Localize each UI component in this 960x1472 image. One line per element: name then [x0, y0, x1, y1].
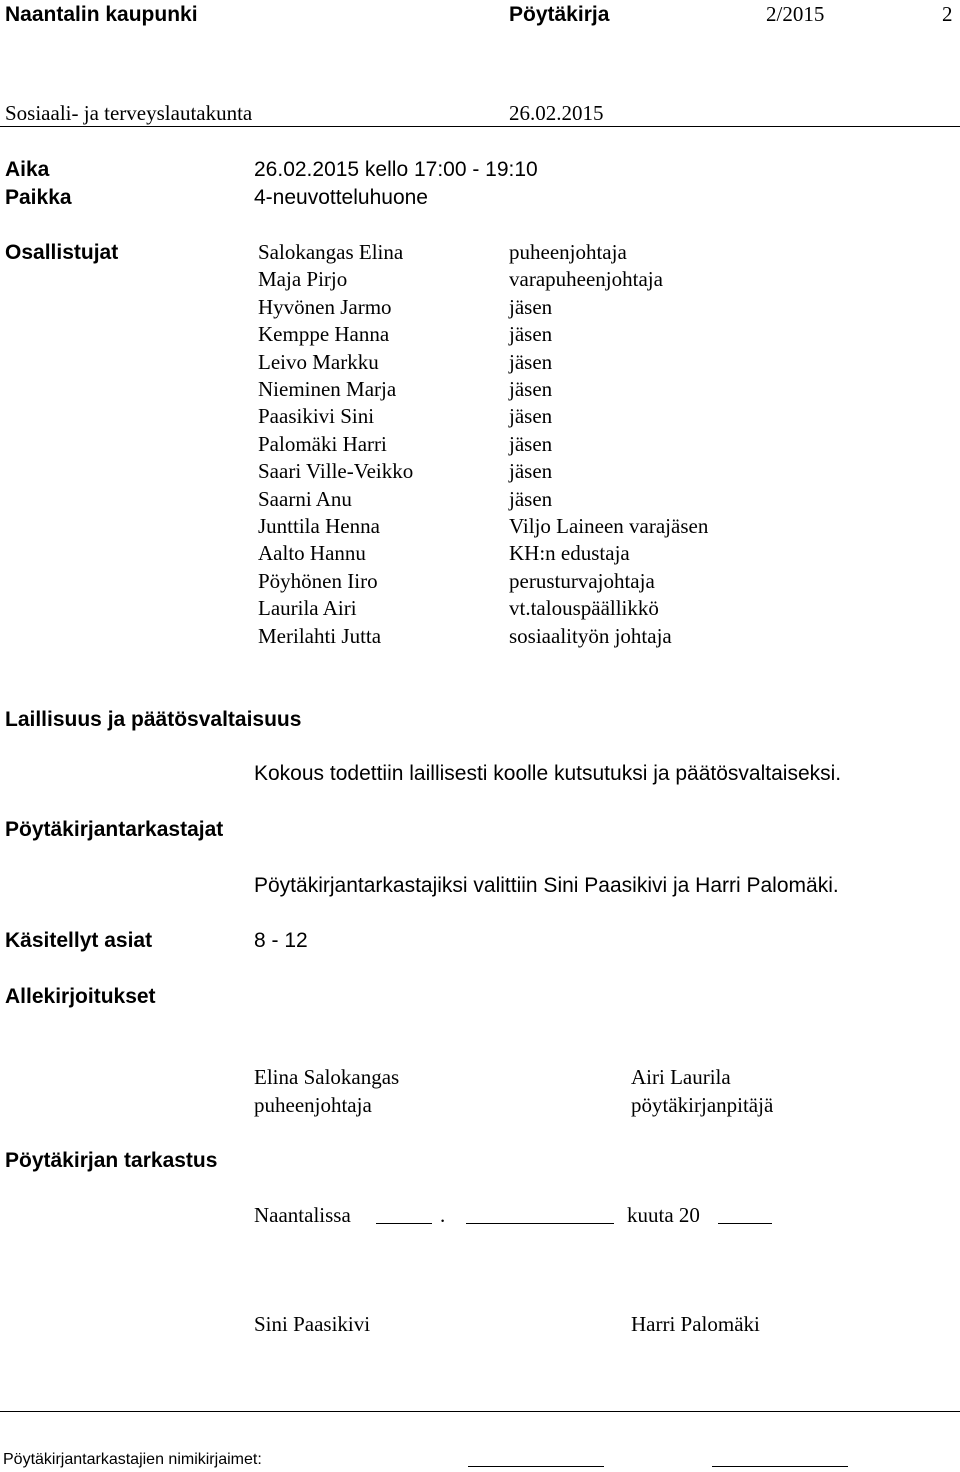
items-heading: Käsitellyt asiat [5, 929, 153, 952]
participant-name: Pöyhönen Iiro [258, 569, 378, 593]
participant-role: jäsen [509, 295, 553, 319]
signature-right-name: Airi Laurila [631, 1065, 731, 1089]
participant-row [0, 571, 960, 598]
legality-heading: Laillisuus ja päätösvaltaisuus [5, 708, 302, 731]
participants-label: Osallistujat [5, 241, 119, 264]
header-doc-number: 2/2015 [766, 2, 825, 26]
participant-name: Paasikivi Sini [258, 404, 375, 428]
participant-name: Leivo Markku [258, 350, 379, 374]
review-left-name: Sini Paasikivi [254, 1312, 371, 1336]
participant-role: perusturvajohtaja [509, 569, 655, 593]
participant-role: varapuheenjohtaja [509, 267, 663, 291]
participant-name: Aalto Hannu [258, 541, 366, 565]
time-label: Aika [5, 158, 50, 181]
signature-left-name: Elina Salokangas [254, 1065, 400, 1089]
participant-role: vt.talouspäällikkö [509, 596, 659, 620]
participant-row [0, 297, 960, 324]
legality-text: Kokous todettiin laillisesti koolle kutsutuksi ja päätösvaltaiseksi. [254, 762, 842, 785]
header-committee: Sosiaali- ja terveyslautakunta [5, 101, 253, 125]
participant-row [0, 516, 960, 543]
participant-row [0, 626, 960, 653]
participant-role: puheenjohtaja [509, 240, 627, 264]
review-dot: . [440, 1203, 446, 1227]
review-year-blank [718, 1223, 772, 1224]
participant-role: jäsen [509, 432, 553, 456]
participant-role: Viljo Laineen varajäsen [509, 514, 709, 538]
participant-row [0, 598, 960, 625]
header-date: 26.02.2015 [509, 101, 604, 125]
participant-name: Saari Ville-Veikko [258, 459, 414, 483]
time-value: 26.02.2015 kello 17:00 - 19:10 [254, 158, 538, 181]
participant-name: Maja Pirjo [258, 267, 348, 291]
participant-name: Laurila Airi [258, 596, 357, 620]
participant-row [0, 242, 960, 269]
place-value: 4-neuvotteluhuone [254, 186, 428, 209]
participant-row [0, 461, 960, 488]
participant-row [0, 379, 960, 406]
footer-divider [0, 1411, 960, 1412]
signatures-heading: Allekirjoitukset [5, 985, 156, 1008]
participant-role: jäsen [509, 487, 553, 511]
review-right-name: Harri Palomäki [631, 1312, 760, 1336]
participant-row [0, 352, 960, 379]
participant-row [0, 434, 960, 461]
participant-row [0, 269, 960, 296]
footer-initials-label: Pöytäkirjantarkastajien nimikirjaimet: [3, 1451, 262, 1468]
participant-role: jäsen [509, 350, 553, 374]
header-org: Naantalin kaupunki [5, 3, 198, 26]
review-day-blank [376, 1223, 432, 1224]
participant-role: jäsen [509, 404, 553, 428]
review-place: Naantalissa [254, 1203, 351, 1227]
items-value: 8 - 12 [254, 929, 308, 952]
participant-name: Nieminen Marja [258, 377, 397, 401]
signature-left-title: puheenjohtaja [254, 1093, 372, 1117]
header-doc-type: Pöytäkirja [509, 3, 610, 26]
review-heading: Pöytäkirjan tarkastus [5, 1149, 218, 1172]
footer-initials-blank-1 [468, 1466, 604, 1467]
participant-name: Hyvönen Jarmo [258, 295, 392, 319]
participant-name: Junttila Henna [258, 514, 380, 538]
signature-right-title: pöytäkirjanpitäjä [631, 1093, 774, 1117]
participant-name: Saarni Anu [258, 487, 352, 511]
review-month-blank [466, 1223, 614, 1224]
review-month-text: kuuta 20 [627, 1203, 700, 1227]
participant-name: Merilahti Jutta [258, 624, 382, 648]
participant-name: Palomäki Harri [258, 432, 387, 456]
participant-role: jäsen [509, 322, 553, 346]
participant-role: KH:n edustaja [509, 541, 630, 565]
participant-row [0, 489, 960, 516]
participant-role: jäsen [509, 377, 553, 401]
inspectors-heading: Pöytäkirjantarkastajat [5, 818, 224, 841]
header-divider [0, 126, 960, 127]
participant-name: Salokangas Elina [258, 240, 404, 264]
place-label: Paikka [5, 186, 72, 209]
inspectors-text: Pöytäkirjantarkastajiksi valittiin Sini Paasikivi ja Harri Palomäki. [254, 874, 839, 897]
participant-row [0, 406, 960, 433]
participant-row [0, 324, 960, 351]
footer-initials-blank-2 [712, 1466, 848, 1467]
header-page-number: 2 [942, 2, 953, 26]
participant-role: jäsen [509, 459, 553, 483]
participant-row [0, 543, 960, 570]
participant-role: sosiaalityön johtaja [509, 624, 672, 648]
participant-name: Kemppe Hanna [258, 322, 390, 346]
